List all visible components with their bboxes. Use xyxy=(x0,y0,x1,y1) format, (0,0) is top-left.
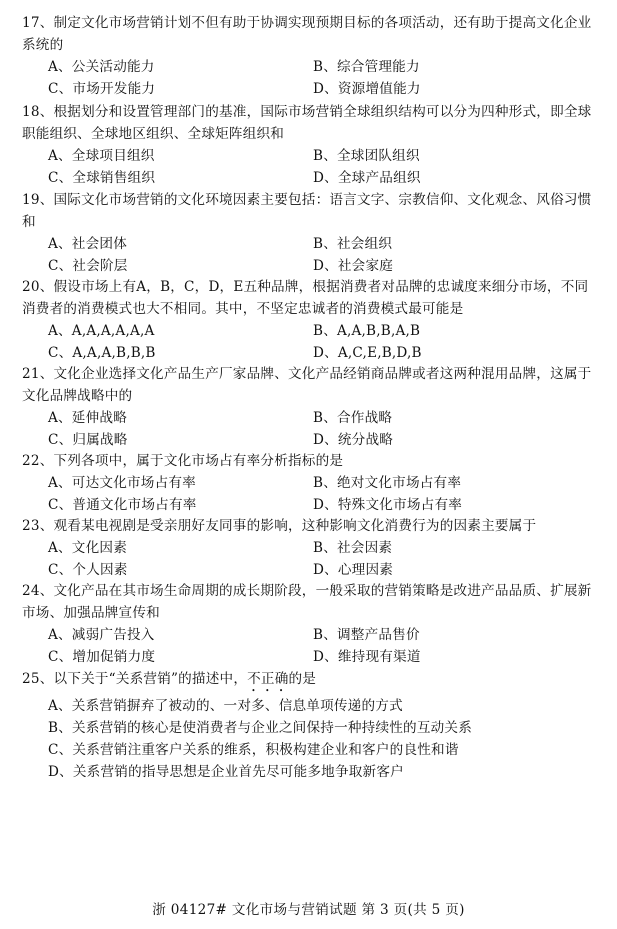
option-b: B、绝对文化市场占有率 xyxy=(313,475,462,491)
option-a: A、全球项目组织 xyxy=(48,148,155,164)
question-19 xyxy=(22,189,602,277)
option-b: B、合作战略 xyxy=(313,410,393,426)
option-a: A、A,A,A,A,A,A xyxy=(48,323,155,339)
option-grid xyxy=(48,320,602,364)
question-stem: 19、国际文化市场营销的文化环境因素主要包括：语言文字、宗教信仰、文化观念、风俗习惯和 xyxy=(22,192,592,230)
question-stem: 20、假设市场上有A，B，C，D，E五种品牌，根据消费者对品牌的忠诚度来细分市场，不同消费者的消费模式也大不相同。其中，不坚定忠诚者的消费模式最可能是 xyxy=(22,279,589,317)
question-stem: 17、制定文化市场营销计划不但有助于协调实现预期目标的各项活动，还有助于提高文化企业系统的 xyxy=(22,15,592,53)
question-24 xyxy=(22,580,602,668)
question-25 xyxy=(22,668,602,783)
question-stem: 18、根据划分和设置管理部门的基准，国际市场营销全球组织结构可以分为四种形式，即全球职能组织、全球地区组织、全球矩阵组织和 xyxy=(22,104,592,142)
option-grid xyxy=(48,145,602,189)
option-d: D、心理因素 xyxy=(313,562,394,578)
option-a: A、社会团体 xyxy=(48,236,127,252)
question-23 xyxy=(22,515,602,581)
stem-prefix: 25、以下关于“关系营销”的描述中， xyxy=(22,671,248,687)
question-21 xyxy=(22,363,602,451)
option-d: D、统分战略 xyxy=(313,432,394,448)
option-d: D、维持现有渠道 xyxy=(313,649,421,665)
option-c: C、归属战略 xyxy=(48,432,128,448)
option-d: D、特殊文化市场占有率 xyxy=(313,497,463,513)
question-stem xyxy=(22,668,602,695)
option-grid xyxy=(48,624,602,668)
question-20 xyxy=(22,276,602,364)
option-a: A、公关活动能力 xyxy=(48,59,155,75)
question-stem: 24、文化产品在其市场生命周期的成长期阶段，一般采取的营销策略是改进产品品质、扩展新市场、加强品牌宣传和 xyxy=(22,583,592,621)
option-grid xyxy=(48,537,602,581)
question-17 xyxy=(22,12,602,100)
option-a: A、减弱广告投入 xyxy=(48,627,155,643)
option-a: A、延伸战略 xyxy=(48,410,127,426)
stem-emphasis: 不正确 xyxy=(247,671,289,687)
question-stem: 21、文化企业选择文化产品生产厂家品牌、文化产品经销商品牌或者这两种混用品牌，这属于文化品牌战略中的 xyxy=(22,366,592,404)
option-c: C、增加促销力度 xyxy=(48,649,156,665)
option-d: D、资源增值能力 xyxy=(313,81,421,97)
option-c: C、关系营销注重客户关系的维系，积极构建企业和客户的良性和谐 xyxy=(48,742,459,758)
option-b: B、社会因素 xyxy=(313,540,393,556)
page-footer: 浙 04127# 文化市场与营销试题 第 3 页(共 5 页) xyxy=(152,902,465,918)
option-b: B、关系营销的核心是使消费者与企业之间保持一种持续性的互动关系 xyxy=(48,720,472,736)
option-d: D、A,C,E,B,D,B xyxy=(313,345,422,361)
option-b: B、综合管理能力 xyxy=(313,59,420,75)
option-b: B、全球团队组织 xyxy=(313,148,420,164)
option-d: D、社会家庭 xyxy=(313,258,394,274)
option-c: C、全球销售组织 xyxy=(48,170,156,186)
option-d: D、全球产品组织 xyxy=(313,170,421,186)
option-grid xyxy=(48,407,602,451)
option-d: D、关系营销的指导思想是企业首先尽可能多地争取新客户 xyxy=(48,764,404,780)
question-18 xyxy=(22,101,602,189)
question-stem: 22、下列各项中，属于文化市场占有率分析指标的是 xyxy=(22,453,344,469)
option-b: B、A,A,B,B,A,B xyxy=(313,323,421,339)
option-c: C、普通文化市场占有率 xyxy=(48,497,197,513)
option-list xyxy=(48,695,602,783)
option-a: A、文化因素 xyxy=(48,540,127,556)
option-grid xyxy=(48,56,602,100)
option-grid xyxy=(48,233,602,277)
option-grid xyxy=(48,472,602,516)
option-c: C、个人因素 xyxy=(48,562,128,578)
question-stem: 23、观看某电视剧是受亲朋好友同事的影响，这种影响文化消费行为的因素主要属于 xyxy=(22,518,537,534)
option-b: B、调整产品售价 xyxy=(313,627,420,643)
option-c: C、市场开发能力 xyxy=(48,81,156,97)
option-b: B、社会组织 xyxy=(313,236,393,252)
option-a: A、可达文化市场占有率 xyxy=(48,475,196,491)
question-22 xyxy=(22,450,602,516)
option-c: C、社会阶层 xyxy=(48,258,128,274)
stem-suffix: 的是 xyxy=(288,671,317,687)
option-a: A、关系营销摒弃了被动的、一对多、信息单项传递的方式 xyxy=(48,698,403,714)
option-c: C、A,A,A,B,B,B xyxy=(48,345,156,361)
